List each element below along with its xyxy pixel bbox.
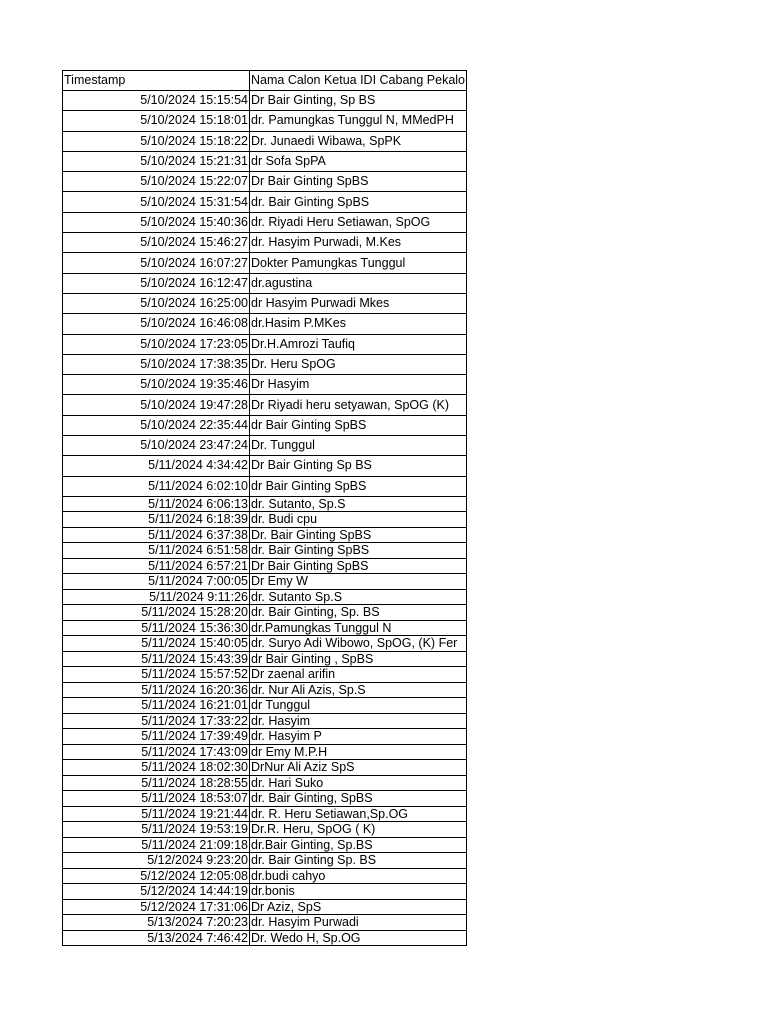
candidate-name-cell: dr.Bair Ginting, Sp.BS [250, 837, 467, 853]
timestamp-cell: 5/12/2024 9:23:20 [63, 853, 250, 869]
candidate-name-cell: dr. Riyadi Heru Setiawan, SpOG [250, 212, 467, 232]
timestamp-cell: 5/10/2024 15:21:31 [63, 151, 250, 171]
table-row [63, 415, 467, 435]
candidate-name-cell: Dr Emy W [250, 574, 467, 590]
table-row [63, 151, 467, 171]
table-row [63, 172, 467, 192]
candidate-name-cell: Dr. Heru SpOG [250, 354, 467, 374]
timestamp-cell: 5/11/2024 7:00:05 [63, 574, 250, 590]
table-row [63, 651, 467, 667]
timestamp-cell: 5/10/2024 17:23:05 [63, 334, 250, 354]
timestamp-cell: 5/11/2024 6:02:10 [63, 476, 250, 496]
candidate-name-cell: Dr Bair Ginting SpBS [250, 558, 467, 574]
table-row [63, 667, 467, 683]
candidate-name-cell: dr. Budi cpu [250, 512, 467, 528]
timestamp-cell: 5/11/2024 6:57:21 [63, 558, 250, 574]
timestamp-cell: 5/11/2024 6:51:58 [63, 543, 250, 559]
candidate-name-cell: dr. Bair Ginting Sp. BS [250, 853, 467, 869]
timestamp-cell: 5/12/2024 17:31:06 [63, 899, 250, 915]
timestamp-cell: 5/10/2024 15:31:54 [63, 192, 250, 212]
timestamp-cell: 5/12/2024 14:44:19 [63, 884, 250, 900]
table-row [63, 354, 467, 374]
table-row [63, 791, 467, 807]
table-row [63, 713, 467, 729]
timestamp-cell: 5/11/2024 15:40:05 [63, 636, 250, 652]
candidate-name-cell: dr. Hasyim P [250, 729, 467, 745]
candidate-name-cell: dr. Sutanto Sp.S [250, 589, 467, 605]
timestamp-cell: 5/10/2024 16:12:47 [63, 273, 250, 293]
table-row [63, 192, 467, 212]
table-row [63, 496, 467, 512]
table-row [63, 853, 467, 869]
candidate-name-cell: dr. Suryo Adi Wibowo, SpOG, (K) Fer [250, 636, 467, 652]
candidate-name-cell: dr. Bair Ginting, Sp. BS [250, 605, 467, 621]
timestamp-cell: 5/11/2024 6:37:38 [63, 527, 250, 543]
candidate-name-cell: Dokter Pamungkas Tunggul [250, 253, 467, 273]
timestamp-cell: 5/11/2024 16:20:36 [63, 682, 250, 698]
table-row [63, 375, 467, 395]
timestamp-cell: 5/13/2024 7:20:23 [63, 915, 250, 931]
candidate-name-cell: Dr.H.Amrozi Taufiq [250, 334, 467, 354]
table-row [63, 293, 467, 313]
timestamp-cell: 5/10/2024 15:22:07 [63, 172, 250, 192]
candidate-name-cell: dr Bair Ginting , SpBS [250, 651, 467, 667]
candidate-name-cell: Dr. Wedo H, Sp.OG [250, 930, 467, 946]
timestamp-cell: 5/10/2024 16:46:08 [63, 314, 250, 334]
table-row [63, 589, 467, 605]
timestamp-cell: 5/11/2024 9:11:26 [63, 589, 250, 605]
candidate-name-cell: dr.bonis [250, 884, 467, 900]
candidate-name-cell: dr.budi cahyo [250, 868, 467, 884]
table-row [63, 744, 467, 760]
candidate-name-cell: dr. Nur Ali Azis, Sp.S [250, 682, 467, 698]
table-row [63, 822, 467, 838]
timestamp-cell: 5/10/2024 15:40:36 [63, 212, 250, 232]
timestamp-cell: 5/11/2024 17:33:22 [63, 713, 250, 729]
candidate-name-cell: dr Bair Ginting SpBS [250, 415, 467, 435]
timestamp-cell: 5/10/2024 23:47:24 [63, 436, 250, 456]
timestamp-cell: 5/11/2024 15:28:20 [63, 605, 250, 621]
timestamp-cell: 5/10/2024 19:35:46 [63, 375, 250, 395]
timestamp-cell: 5/11/2024 15:36:30 [63, 620, 250, 636]
table-row [63, 233, 467, 253]
candidate-name-cell: dr. Pamungkas Tunggul N, MMedPH [250, 111, 467, 131]
candidate-name-cell: Dr Hasyim [250, 375, 467, 395]
candidate-name-cell: dr. Hari Suko [250, 775, 467, 791]
table-row [63, 527, 467, 543]
table-row [63, 212, 467, 232]
timestamp-cell: 5/10/2024 19:47:28 [63, 395, 250, 415]
timestamp-cell: 5/11/2024 17:43:09 [63, 744, 250, 760]
table-row [63, 253, 467, 273]
table-row [63, 837, 467, 853]
timestamp-cell: 5/11/2024 18:02:30 [63, 760, 250, 776]
timestamp-cell: 5/10/2024 15:18:01 [63, 111, 250, 131]
table-row [63, 899, 467, 915]
timestamp-cell: 5/10/2024 22:35:44 [63, 415, 250, 435]
table-row [63, 884, 467, 900]
candidate-name-cell: Dr. Tunggul [250, 436, 467, 456]
candidate-name-cell: dr. Bair Ginting, SpBS [250, 791, 467, 807]
table-row [63, 273, 467, 293]
table-row [63, 314, 467, 334]
candidate-name-cell: dr Emy M.P.H [250, 744, 467, 760]
candidate-name-cell: Dr Riyadi heru setyawan, SpOG (K) [250, 395, 467, 415]
timestamp-cell: 5/10/2024 15:46:27 [63, 233, 250, 253]
table-row [63, 930, 467, 946]
candidate-name-cell: dr.agustina [250, 273, 467, 293]
timestamp-cell: 5/11/2024 19:21:44 [63, 806, 250, 822]
spreadsheet-body [63, 71, 467, 946]
candidate-name-cell: dr Bair Ginting SpBS [250, 476, 467, 496]
table-row [63, 620, 467, 636]
table-row [63, 436, 467, 456]
candidate-name-cell: dr. Sutanto, Sp.S [250, 496, 467, 512]
timestamp-cell: 5/11/2024 6:18:39 [63, 512, 250, 528]
timestamp-cell: 5/11/2024 19:53:19 [63, 822, 250, 838]
table-row [63, 682, 467, 698]
table-row [63, 574, 467, 590]
candidate-name-cell: Dr. Bair Ginting SpBS [250, 527, 467, 543]
table-row [63, 775, 467, 791]
candidate-name-cell: Dr.R. Heru, SpOG ( K) [250, 822, 467, 838]
timestamp-cell: 5/10/2024 17:38:35 [63, 354, 250, 374]
timestamp-cell: 5/11/2024 18:53:07 [63, 791, 250, 807]
table-row [63, 476, 467, 496]
table-row [63, 395, 467, 415]
timestamp-cell: 5/11/2024 17:39:49 [63, 729, 250, 745]
candidate-name-cell: dr.Hasim P.MKes [250, 314, 467, 334]
candidate-name-cell: Dr Bair Ginting, Sp BS [250, 91, 467, 111]
candidate-name-cell: dr Tunggul [250, 698, 467, 714]
timestamp-cell: 5/13/2024 7:46:42 [63, 930, 250, 946]
timestamp-cell: 5/11/2024 18:28:55 [63, 775, 250, 791]
table-row [63, 729, 467, 745]
candidate-name-cell: dr Hasyim Purwadi Mkes [250, 293, 467, 313]
candidate-name-cell: Dr zaenal arifin [250, 667, 467, 683]
timestamp-cell: 5/11/2024 15:57:52 [63, 667, 250, 683]
candidate-name-cell: dr. Hasyim [250, 713, 467, 729]
candidate-name-cell: dr.Pamungkas Tunggul N [250, 620, 467, 636]
candidate-name-cell: dr. Bair Ginting SpBS [250, 543, 467, 559]
table-row [63, 131, 467, 151]
timestamp-cell: 5/10/2024 16:07:27 [63, 253, 250, 273]
timestamp-cell: 5/11/2024 15:43:39 [63, 651, 250, 667]
table-row [63, 456, 467, 476]
candidate-name-cell: DrNur Ali Aziz SpS [250, 760, 467, 776]
timestamp-cell: 5/10/2024 16:25:00 [63, 293, 250, 313]
candidate-name-cell: dr. R. Heru Setiawan,Sp.OG [250, 806, 467, 822]
table-row [63, 636, 467, 652]
timestamp-cell: 5/11/2024 21:09:18 [63, 837, 250, 853]
table-row [63, 334, 467, 354]
candidate-name-cell: dr Sofa SpPA [250, 151, 467, 171]
table-row [63, 512, 467, 528]
candidate-name-cell: dr. Bair Ginting SpBS [250, 192, 467, 212]
timestamp-cell: 5/10/2024 15:15:54 [63, 91, 250, 111]
table-row [63, 806, 467, 822]
table-row [63, 605, 467, 621]
timestamp-cell: 5/10/2024 15:18:22 [63, 131, 250, 151]
table-row [63, 698, 467, 714]
table-row [63, 543, 467, 559]
spreadsheet-table [62, 70, 467, 946]
header-timestamp: Timestamp [63, 71, 250, 91]
timestamp-cell: 5/11/2024 4:34:42 [63, 456, 250, 476]
table-row [63, 558, 467, 574]
header-candidate-name: Nama Calon Ketua IDI Cabang Pekalo [250, 71, 467, 91]
timestamp-cell: 5/12/2024 12:05:08 [63, 868, 250, 884]
candidate-name-cell: dr. Hasyim Purwadi, M.Kes [250, 233, 467, 253]
table-row [63, 111, 467, 131]
table-row [63, 760, 467, 776]
table-row [63, 91, 467, 111]
header-row [63, 71, 467, 91]
candidate-name-cell: Dr Bair Ginting SpBS [250, 172, 467, 192]
timestamp-cell: 5/11/2024 6:06:13 [63, 496, 250, 512]
table-row [63, 915, 467, 931]
timestamp-cell: 5/11/2024 16:21:01 [63, 698, 250, 714]
table-row [63, 868, 467, 884]
candidate-name-cell: dr. Hasyim Purwadi [250, 915, 467, 931]
candidate-name-cell: Dr Bair Ginting Sp BS [250, 456, 467, 476]
candidate-name-cell: Dr. Junaedi Wibawa, SpPK [250, 131, 467, 151]
candidate-name-cell: Dr Aziz, SpS [250, 899, 467, 915]
